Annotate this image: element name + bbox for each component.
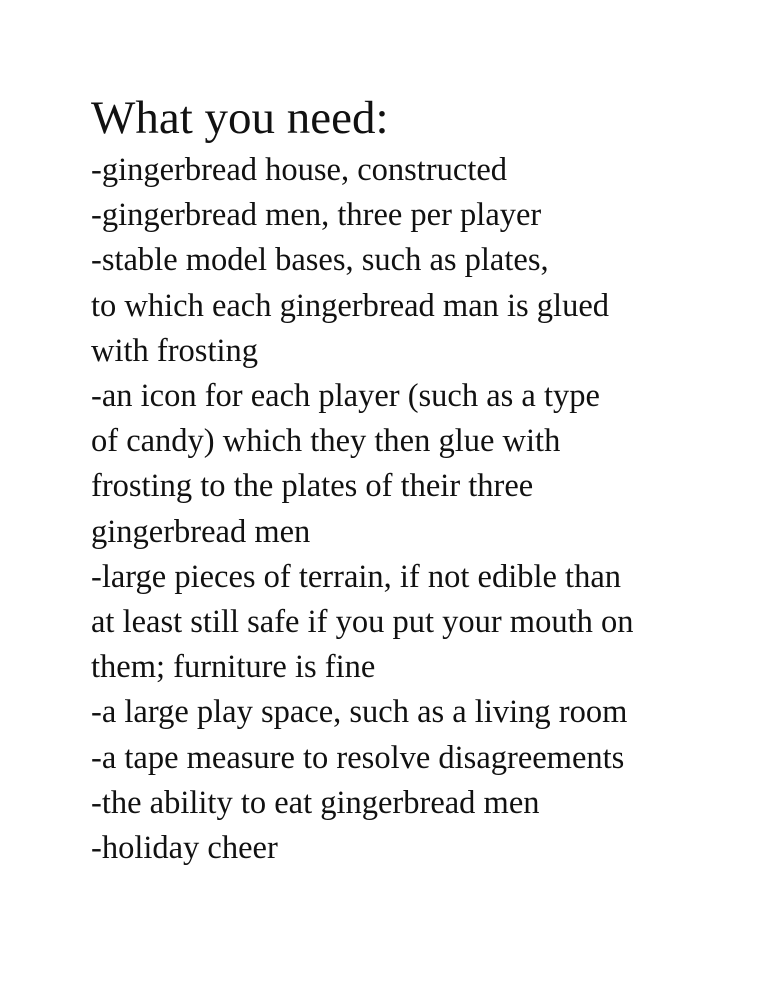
text-block	[91, 88, 761, 871]
text-line: at least still safe if you put your mouth on	[91, 604, 634, 641]
text-line: to which each gingerbread man is glued	[91, 287, 610, 324]
text-line: gingerbread men	[91, 513, 311, 550]
text-line: -holiday cheer	[91, 830, 278, 867]
text-line: -a large play space, such as a living room	[91, 694, 628, 731]
heading: What you need:	[91, 92, 389, 144]
text-line: -a tape measure to resolve disagreements	[91, 739, 625, 776]
text-line: of candy) which they then glue with	[91, 423, 561, 460]
text-line: -an icon for each player (such as a type	[91, 378, 600, 415]
text-line: -stable model bases, such as plates,	[91, 242, 549, 279]
text-line: -large pieces of terrain, if not edible than	[91, 558, 622, 595]
text-line: them; furniture is fine	[91, 649, 376, 686]
text-line: -gingerbread men, three per player	[91, 197, 542, 234]
requirements-list	[91, 148, 761, 871]
text-line: -the ability to eat gingerbread men	[91, 784, 540, 821]
text-line: frosting to the plates of their three	[91, 468, 534, 505]
text-line: with frosting	[91, 332, 259, 369]
text-line: -gingerbread house, constructed	[91, 152, 508, 188]
